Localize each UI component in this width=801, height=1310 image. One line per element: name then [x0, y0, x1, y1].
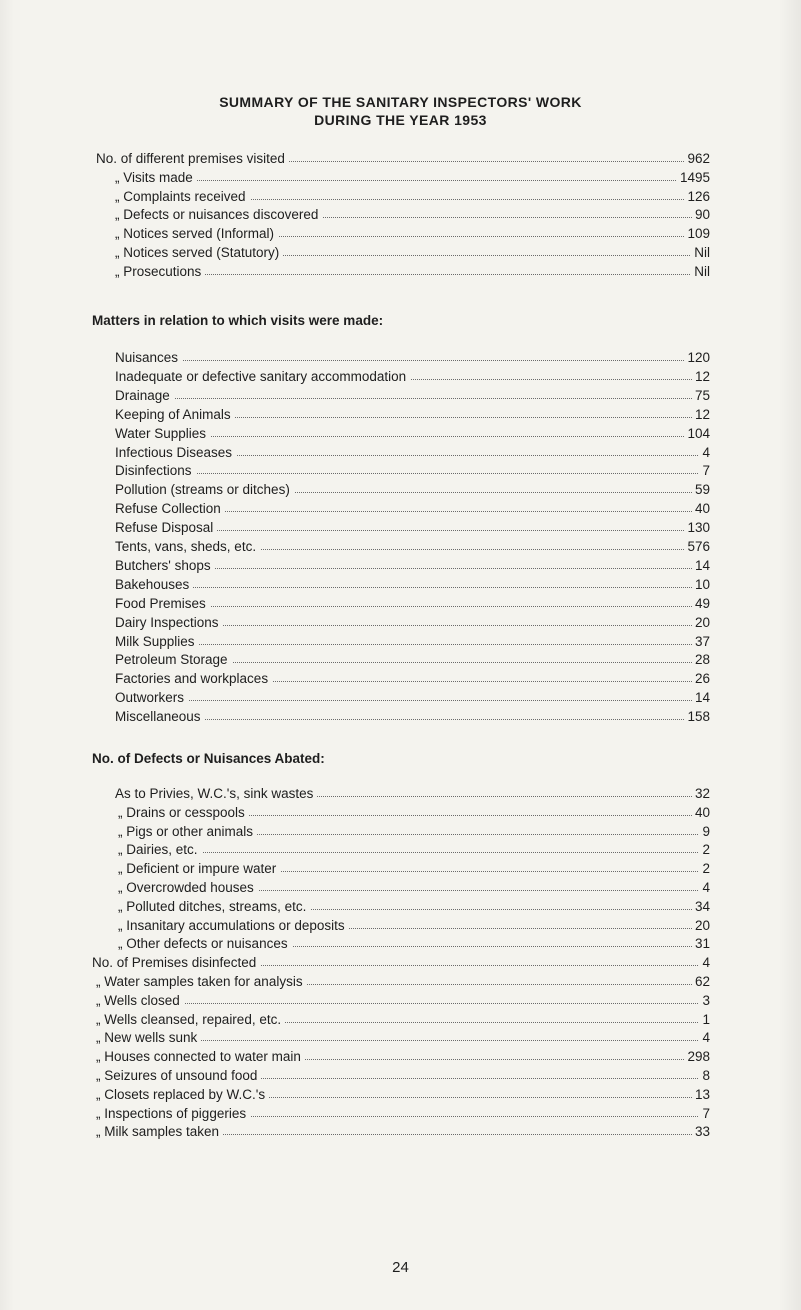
row-label: Inadequate or defective sanitary accommodation — [115, 368, 410, 385]
dot-leader — [135, 530, 700, 531]
row-value: 2 — [699, 860, 710, 877]
summary-row — [0, 169, 801, 186]
defect-row — [0, 1029, 801, 1046]
defect-row — [0, 841, 801, 858]
visit-row — [0, 538, 801, 555]
dot-leader — [135, 719, 700, 720]
visit-row — [0, 576, 801, 593]
row-value: 31 — [692, 935, 710, 952]
defect-row — [0, 823, 801, 840]
dot-leader — [135, 473, 700, 474]
summary-row — [0, 150, 801, 167]
summary-row — [0, 225, 801, 242]
defect-row — [0, 804, 801, 821]
row-label: „ Notices served (Statutory) — [115, 244, 283, 261]
row-label: „ Defects or nuisances discovered — [115, 206, 322, 223]
visit-row — [0, 444, 801, 461]
row-value: 28 — [692, 651, 710, 668]
defect-row — [0, 992, 801, 1009]
defect-row — [0, 1067, 801, 1084]
row-value: 4 — [699, 444, 710, 461]
row-value: 8 — [699, 1067, 710, 1084]
row-label: Dairy Inspections — [115, 614, 223, 631]
dot-leader — [135, 436, 700, 437]
row-label: „ Complaints received — [115, 188, 250, 205]
row-value: 298 — [684, 1048, 710, 1065]
row-label: „ Wells closed — [96, 992, 184, 1009]
defect-row — [0, 1105, 801, 1122]
row-value: 49 — [692, 595, 710, 612]
page-number: 24 — [392, 1259, 409, 1276]
row-value: 4 — [699, 954, 710, 971]
row-label: „ Milk samples taken — [96, 1123, 223, 1140]
row-value: 130 — [684, 519, 710, 536]
row-label: „ Wells cleansed, repaired, etc. — [96, 1011, 285, 1028]
row-value: 109 — [684, 225, 710, 242]
visit-row — [0, 406, 801, 423]
dot-leader — [135, 180, 700, 181]
visit-row — [0, 425, 801, 442]
defect-row — [0, 860, 801, 877]
row-label: Drainage — [115, 387, 174, 404]
row-label: Refuse Collection — [115, 500, 225, 517]
row-value: 90 — [692, 206, 710, 223]
row-value: 4 — [699, 879, 710, 896]
row-label: Refuse Disposal — [115, 519, 217, 536]
row-value: 3 — [699, 992, 710, 1009]
row-label: „ Dairies, etc. — [118, 841, 202, 858]
dot-leader — [135, 360, 700, 361]
dot-leader — [135, 606, 700, 607]
defect-row — [0, 954, 801, 971]
row-value: 62 — [692, 973, 710, 990]
row-value: 14 — [692, 557, 710, 574]
row-label: Tents, vans, sheds, etc. — [115, 538, 260, 555]
row-label: „ Drains or cesspools — [118, 804, 249, 821]
row-value: Nil — [691, 263, 710, 280]
visit-row — [0, 557, 801, 574]
row-value: 104 — [684, 425, 710, 442]
row-label: Outworkers — [115, 689, 188, 706]
row-value: 2 — [699, 841, 710, 858]
defect-row — [0, 917, 801, 934]
row-value: 33 — [692, 1123, 710, 1140]
row-label: „ Polluted ditches, streams, etc. — [118, 898, 310, 915]
defect-row — [0, 1123, 801, 1140]
row-value: 40 — [692, 500, 710, 517]
summary-row — [0, 244, 801, 261]
defect-row — [0, 1011, 801, 1028]
row-value: 120 — [684, 349, 710, 366]
defect-row — [0, 785, 801, 802]
visit-row — [0, 614, 801, 631]
visit-row — [0, 708, 801, 725]
row-value: 34 — [692, 898, 710, 915]
row-value: 9 — [699, 823, 710, 840]
row-value: 7 — [699, 1105, 710, 1122]
row-label: Disinfections — [115, 462, 196, 479]
row-label: „ Houses connected to water main — [96, 1048, 305, 1065]
dot-leader — [116, 1040, 700, 1041]
row-label: „ Overcrowded houses — [118, 879, 258, 896]
row-value: 32 — [692, 785, 710, 802]
row-label: Keeping of Animals — [115, 406, 235, 423]
row-value: 12 — [692, 368, 710, 385]
dot-leader — [135, 700, 700, 701]
visit-row — [0, 670, 801, 687]
defect-row — [0, 898, 801, 915]
row-label: „ Notices served (Informal) — [115, 225, 278, 242]
row-label: Milk Supplies — [115, 633, 199, 650]
row-value: 13 — [692, 1086, 710, 1103]
row-label: „ Insanitary accumulations or deposits — [118, 917, 349, 934]
visit-row — [0, 595, 801, 612]
visit-row — [0, 387, 801, 404]
row-label: „ Deficient or impure water — [118, 860, 280, 877]
row-label: Pollution (streams or ditches) — [115, 481, 294, 498]
row-label: As to Privies, W.C.'s, sink wastes — [115, 785, 317, 802]
row-label: „ Prosecutions — [115, 263, 205, 280]
dot-leader — [135, 587, 700, 588]
row-value: 37 — [692, 633, 710, 650]
row-value: 1495 — [677, 169, 710, 186]
row-value: 158 — [684, 708, 710, 725]
row-label: „ New wells sunk — [96, 1029, 201, 1046]
row-label: „ Inspections of piggeries — [96, 1105, 250, 1122]
dot-leader — [116, 1003, 700, 1004]
row-value: 962 — [684, 150, 710, 167]
row-value: Nil — [691, 244, 710, 261]
row-value: 20 — [692, 917, 710, 934]
row-label: Miscellaneous — [115, 708, 205, 725]
summary-row — [0, 206, 801, 223]
visits-heading: Matters in relation to which visits were made: — [92, 313, 384, 328]
row-label: Factories and workplaces — [115, 670, 272, 687]
row-value: 4 — [699, 1029, 710, 1046]
row-label: „ Visits made — [115, 169, 197, 186]
visit-row — [0, 500, 801, 517]
row-label: No. of different premises visited — [96, 150, 289, 167]
row-label: „ Closets replaced by W.C.'s — [96, 1086, 269, 1103]
dot-leader — [135, 274, 700, 275]
visit-row — [0, 368, 801, 385]
visit-row — [0, 349, 801, 366]
visit-row — [0, 689, 801, 706]
row-value: 126 — [684, 188, 710, 205]
dot-leader — [135, 398, 700, 399]
defect-row — [0, 1048, 801, 1065]
row-label: Food Premises — [115, 595, 210, 612]
row-value: 576 — [684, 538, 710, 555]
dot-leader — [135, 568, 700, 569]
report-title: SUMMARY OF THE SANITARY INSPECTORS' WORK — [219, 94, 582, 110]
row-value: 40 — [692, 804, 710, 821]
row-label: Butchers' shops — [115, 557, 215, 574]
summary-row — [0, 263, 801, 280]
defect-row — [0, 879, 801, 896]
row-value: 26 — [692, 670, 710, 687]
row-value: 12 — [692, 406, 710, 423]
row-label: Petroleum Storage — [115, 651, 232, 668]
row-label: Infectious Diseases — [115, 444, 236, 461]
defect-row — [0, 1086, 801, 1103]
summary-row — [0, 188, 801, 205]
defect-row — [0, 973, 801, 990]
visit-row — [0, 481, 801, 498]
row-label: „ Pigs or other animals — [118, 823, 257, 840]
report-subtitle: DURING THE YEAR 1953 — [314, 112, 487, 128]
row-label: „ Seizures of unsound food — [96, 1067, 261, 1084]
row-value: 1 — [699, 1011, 710, 1028]
dot-leader — [135, 644, 700, 645]
visit-row — [0, 462, 801, 479]
row-value: 20 — [692, 614, 710, 631]
visit-row — [0, 651, 801, 668]
row-value: 14 — [692, 689, 710, 706]
row-label: „ Other defects or nuisances — [118, 935, 292, 952]
defect-row — [0, 935, 801, 952]
row-label: Nuisances — [115, 349, 182, 366]
dot-leader — [138, 852, 700, 853]
row-label: No. of Premises disinfected — [92, 954, 260, 971]
defects-heading: No. of Defects or Nuisances Abated: — [92, 751, 325, 766]
visit-row — [0, 519, 801, 536]
visit-row — [0, 633, 801, 650]
row-value: 75 — [692, 387, 710, 404]
row-label: Water Supplies — [115, 425, 210, 442]
row-label: „ Water samples taken for analysis — [96, 973, 307, 990]
row-value: 10 — [692, 576, 710, 593]
row-value: 7 — [699, 462, 710, 479]
row-label: Bakehouses — [115, 576, 193, 593]
row-value: 59 — [692, 481, 710, 498]
